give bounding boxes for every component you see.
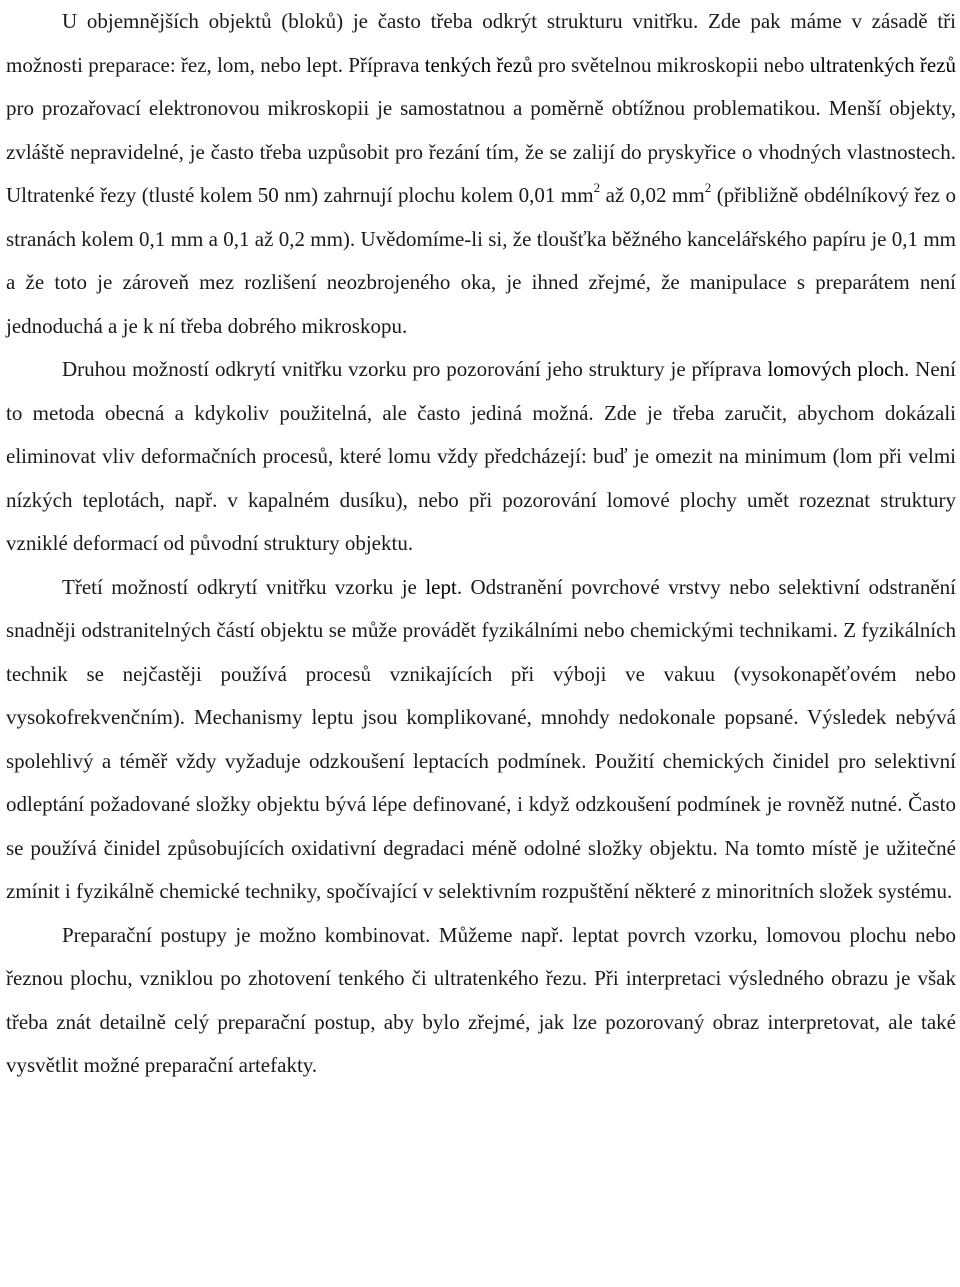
- superscript: 2: [593, 180, 601, 195]
- superscript: 2: [704, 180, 712, 195]
- text-run: U objemnějších objektů (bloků) je často třeba odkrýt strukturu vnitřku. Zde pak máme v zásadě tři možnosti preparace: řez, lom, nebo lept. Příprava: [6, 9, 956, 77]
- key-term: tenkých řezů: [424, 52, 533, 77]
- paragraph-sections-cuts: [6, 0, 956, 348]
- text-run: . Není to metoda obecná a kdykoliv použitelná, ale často jediná možná. Zde je třeba zaručit, abychom dokázali eliminovat vliv deformačních procesů, které lomu vždy předcházejí: buď je omezit na minimum (lom při velmi nízkých teplotách, např. v kapalném dusíku), nebo při pozorování lomové plochy umět rozeznat struktury vzniklé deformací od původní struktury objektu.: [6, 357, 956, 555]
- text-run: až 0,02 mm: [600, 183, 705, 207]
- key-term: lomových ploch: [767, 357, 904, 381]
- text-run: pro světelnou mikroskopii nebo: [532, 52, 810, 77]
- text-run: Preparační postupy je možno kombinovat. Můžeme např. leptat povrch vzorku, lomovou plochu nebo řeznou plochu, vzniklou po zhotovení tenkého či ultratenkého řezu. Při interpretaci výsledného obrazu je však třeba znát detailně celý preparační postup, aby bylo zřejmé, jak lze pozorovaný obraz interpretovat, ale také vysvětlit možné preparační artefakty.: [6, 922, 956, 1077]
- key-term: ultratenkých řezů: [809, 52, 956, 77]
- paragraph-combining-methods: [6, 914, 956, 1088]
- text-run: pro prozařovací elektronovou mikroskopii je samostatnou a poměrně obtížnou problematikou. Menší objekty, zvláště nepravidelné, je často třeba uzpůsobit pro řezání tím, že se zalijí do pryskyřice o vhodných vlastnostech. Ultratenké řezy (tlusté kolem 50 nm) zahrnují plochu kolem 0,01 mm: [6, 96, 956, 207]
- text-run: Druhou možností odkrytí vnitřku vzorku pro pozorování jeho struktury je příprava: [62, 357, 768, 381]
- text-run: . Odstranění povrchové vrstvy nebo selektivní odstranění snadněji odstranitelných částí objektu se může provádět fyzikálními nebo chemickými technikami. Z fyzikálních technik se nejčastěji používá procesů vznikajících při výboji ve vakuu (vysokonapěťovém nebo vysokofrekvenčním). Mechanismy leptu jsou komplikované, mnohdy nedokonale popsané. Výsledek nebývá spolehlivý a téměř vždy vyžaduje odzkoušení leptacích podmínek. Použití chemických činidel pro selektivní odleptání požadované složky objektu bývá lépe definované, i když odzkoušení podmínek je rovněž nutné. Často se používá činidel způsobujících oxidativní degradaci méně odolné složky objektu. Na tomto místě je užitečné zmínit i fyzikálně chemické techniky, spočívající v selektivním rozpuštění některé z minoritních složek systému.: [6, 574, 956, 903]
- text-run: (přibližně obdélníkový řez o stranách kolem 0,1 mm a 0,1 až 0,2 mm). Uvědomíme-li si, že tloušťka běžného kancelářského papíru je 0,1 mm a že toto je zároveň mez rozlišení neozbrojeného oka, je ihned zřejmé, že manipulace s preparátem není jednoduchá a je k ní třeba dobrého mikroskopu.: [6, 183, 956, 338]
- key-term: lept: [425, 574, 457, 599]
- paragraph-etching: [6, 566, 956, 914]
- text-run: Třetí možností odkrytí vnitřku vzorku je: [62, 574, 426, 599]
- document-page: [6, 0, 956, 1088]
- paragraph-fracture-surfaces: [6, 348, 956, 566]
